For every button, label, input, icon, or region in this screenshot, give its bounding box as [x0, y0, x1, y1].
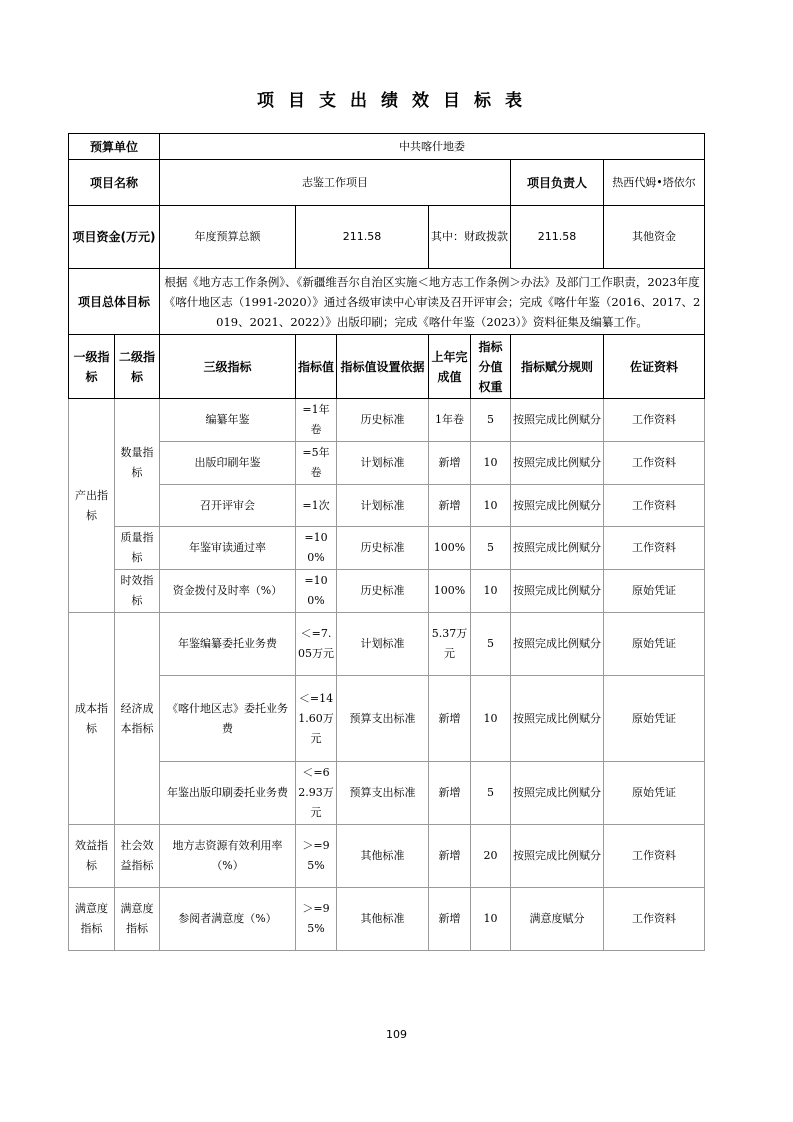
indicator-basis: 预算支出标准: [337, 762, 429, 825]
indicator-evidence: 原始凭证: [604, 570, 705, 613]
indicator-basis: 历史标准: [337, 399, 429, 442]
unit-label: 预算单位: [69, 134, 160, 160]
indicator-rule: 按照完成比例赋分: [511, 676, 604, 762]
indicator-rule: 按照完成比例赋分: [511, 399, 604, 442]
indicator-weight: 5: [471, 613, 511, 676]
indicator-value: =1次: [296, 485, 337, 527]
indicator-evidence: 工作资料: [604, 399, 705, 442]
table-row: [69, 888, 705, 951]
indicator-basis: 其他标准: [337, 888, 429, 951]
indicator-value: ＜=62.93万元: [296, 762, 337, 825]
project-value: 志鉴工作项目: [160, 160, 511, 206]
indicator-name: 资金拨付及时率（%）: [160, 570, 296, 613]
other-label: 其他资金: [604, 206, 705, 269]
table-row: [69, 825, 705, 888]
header-level1: 一级指标: [69, 335, 115, 399]
header-last-year: 上年完成值: [429, 335, 471, 399]
info-row-funds: [69, 206, 705, 269]
indicator-last-year: 新增: [429, 762, 471, 825]
indicator-name: 召开评审会: [160, 485, 296, 527]
indicator-last-year: 新增: [429, 442, 471, 485]
indicator-rule: 按照完成比例赋分: [511, 762, 604, 825]
indicator-name: 编纂年鉴: [160, 399, 296, 442]
indicator-evidence: 工作资料: [604, 888, 705, 951]
indicator-name: 年鉴编纂委托业务费: [160, 613, 296, 676]
indicator-value: ＞=95%: [296, 825, 337, 888]
indicator-basis: 预算支出标准: [337, 676, 429, 762]
group-benefit: 效益指标: [69, 825, 115, 888]
indicator-value: ＜=141.60万元: [296, 676, 337, 762]
indicator-value: =1年卷: [296, 399, 337, 442]
header-row: [69, 335, 705, 399]
indicator-last-year: 新增: [429, 825, 471, 888]
indicator-weight: 10: [471, 485, 511, 527]
fiscal-label: 其中：财政拨款: [429, 206, 511, 269]
indicator-weight: 10: [471, 676, 511, 762]
goal-label: 项目总体目标: [69, 269, 160, 335]
table-row: [69, 613, 705, 676]
indicator-rule: 满意度赋分: [511, 888, 604, 951]
indicator-weight: 10: [471, 442, 511, 485]
subgroup-quantity: 数量指标: [115, 399, 160, 527]
indicator-rule: 按照完成比例赋分: [511, 570, 604, 613]
page-title: 项目支出绩效目标表: [257, 91, 536, 111]
table-row: [69, 570, 705, 613]
indicator-name: 地方志资源有效利用率（%）: [160, 825, 296, 888]
indicator-evidence: 工作资料: [604, 442, 705, 485]
indicator-rule: 按照完成比例赋分: [511, 613, 604, 676]
indicator-weight: 5: [471, 399, 511, 442]
fiscal-value: 211.58: [511, 206, 604, 269]
indicator-value: =5年卷: [296, 442, 337, 485]
funds-label: 项目资金(万元): [69, 206, 160, 269]
leader-value: 热西代姆•塔依尔: [604, 160, 705, 206]
indicator-basis: 其他标准: [337, 825, 429, 888]
indicator-value: ＞=95%: [296, 888, 337, 951]
header-level2: 二级指标: [115, 335, 160, 399]
goal-text: 根据《地方志工作条例》、《新疆维吾尔自治区实施＜地方志工作条例＞办法》及部门工作职责，2023年度《喀什地区志（1991-2020）》通过各级审读中心审读及召开评审会；完成《喀什年鉴（2016、2017、2019、2021、2022）》出版印刷；完成《喀什年鉴（2023）》资料征集及编纂工作。: [160, 269, 705, 335]
indicator-basis: 计划标准: [337, 613, 429, 676]
indicator-name: 《喀什地区志》委托业务费: [160, 676, 296, 762]
indicator-last-year: 1年卷: [429, 399, 471, 442]
header-basis: 指标值设置依据: [337, 335, 429, 399]
header-value: 指标值: [296, 335, 337, 399]
indicator-weight: 5: [471, 527, 511, 570]
indicator-rule: 按照完成比例赋分: [511, 442, 604, 485]
indicator-value: ＜=7.05万元: [296, 613, 337, 676]
subgroup-satisfaction: 满意度指标: [115, 888, 160, 951]
indicator-evidence: 原始凭证: [604, 613, 705, 676]
indicator-evidence: 工作资料: [604, 485, 705, 527]
page-number: 109: [386, 1028, 407, 1041]
indicator-weight: 20: [471, 825, 511, 888]
info-row-unit: [69, 134, 705, 160]
indicator-rule: 按照完成比例赋分: [511, 485, 604, 527]
group-satisfaction: 满意度指标: [69, 888, 115, 951]
unit-value: 中共喀什地委: [160, 134, 705, 160]
project-label: 项目名称: [69, 160, 160, 206]
performance-table: [68, 133, 705, 951]
indicator-last-year: 新增: [429, 676, 471, 762]
table-row: [69, 676, 705, 762]
indicator-basis: 计划标准: [337, 485, 429, 527]
info-row-goal: [69, 269, 705, 335]
indicator-basis: 历史标准: [337, 570, 429, 613]
indicator-name: 出版印刷年鉴: [160, 442, 296, 485]
table-row: [69, 527, 705, 570]
table-row: [69, 399, 705, 442]
table-row: [69, 485, 705, 527]
subgroup-social: 社会效益指标: [115, 825, 160, 888]
table-row: [69, 442, 705, 485]
header-weight: 指标分值权重: [471, 335, 511, 399]
indicator-last-year: 新增: [429, 888, 471, 951]
indicator-name: 参阅者满意度（%）: [160, 888, 296, 951]
indicator-evidence: 原始凭证: [604, 762, 705, 825]
indicator-last-year: 100%: [429, 570, 471, 613]
indicator-evidence: 工作资料: [604, 825, 705, 888]
indicator-rule: 按照完成比例赋分: [511, 825, 604, 888]
header-rule: 指标赋分规则: [511, 335, 604, 399]
table-row: [69, 762, 705, 825]
leader-label: 项目负责人: [511, 160, 604, 206]
subgroup-economic: 经济成本指标: [115, 613, 160, 825]
indicator-last-year: 100%: [429, 527, 471, 570]
indicator-rule: 按照完成比例赋分: [511, 527, 604, 570]
group-cost: 成本指标: [69, 613, 115, 825]
indicator-name: 年鉴出版印刷委托业务费: [160, 762, 296, 825]
indicator-weight: 5: [471, 762, 511, 825]
header-evidence: 佐证资料: [604, 335, 705, 399]
indicator-basis: 历史标准: [337, 527, 429, 570]
indicator-value: =100%: [296, 570, 337, 613]
info-row-project: [69, 160, 705, 206]
indicator-name: 年鉴审读通过率: [160, 527, 296, 570]
indicator-evidence: 工作资料: [604, 527, 705, 570]
annual-value: 211.58: [296, 206, 429, 269]
header-level3: 三级指标: [160, 335, 296, 399]
subgroup-timeliness: 时效指标: [115, 570, 160, 613]
indicator-weight: 10: [471, 888, 511, 951]
annual-label: 年度预算总额: [160, 206, 296, 269]
subgroup-quality: 质量指标: [115, 527, 160, 570]
indicator-weight: 10: [471, 570, 511, 613]
indicator-value: =100%: [296, 527, 337, 570]
group-output: 产出指标: [69, 399, 115, 613]
indicator-evidence: 原始凭证: [604, 676, 705, 762]
indicator-last-year: 新增: [429, 485, 471, 527]
indicator-basis: 计划标准: [337, 442, 429, 485]
indicator-last-year: 5.37万元: [429, 613, 471, 676]
